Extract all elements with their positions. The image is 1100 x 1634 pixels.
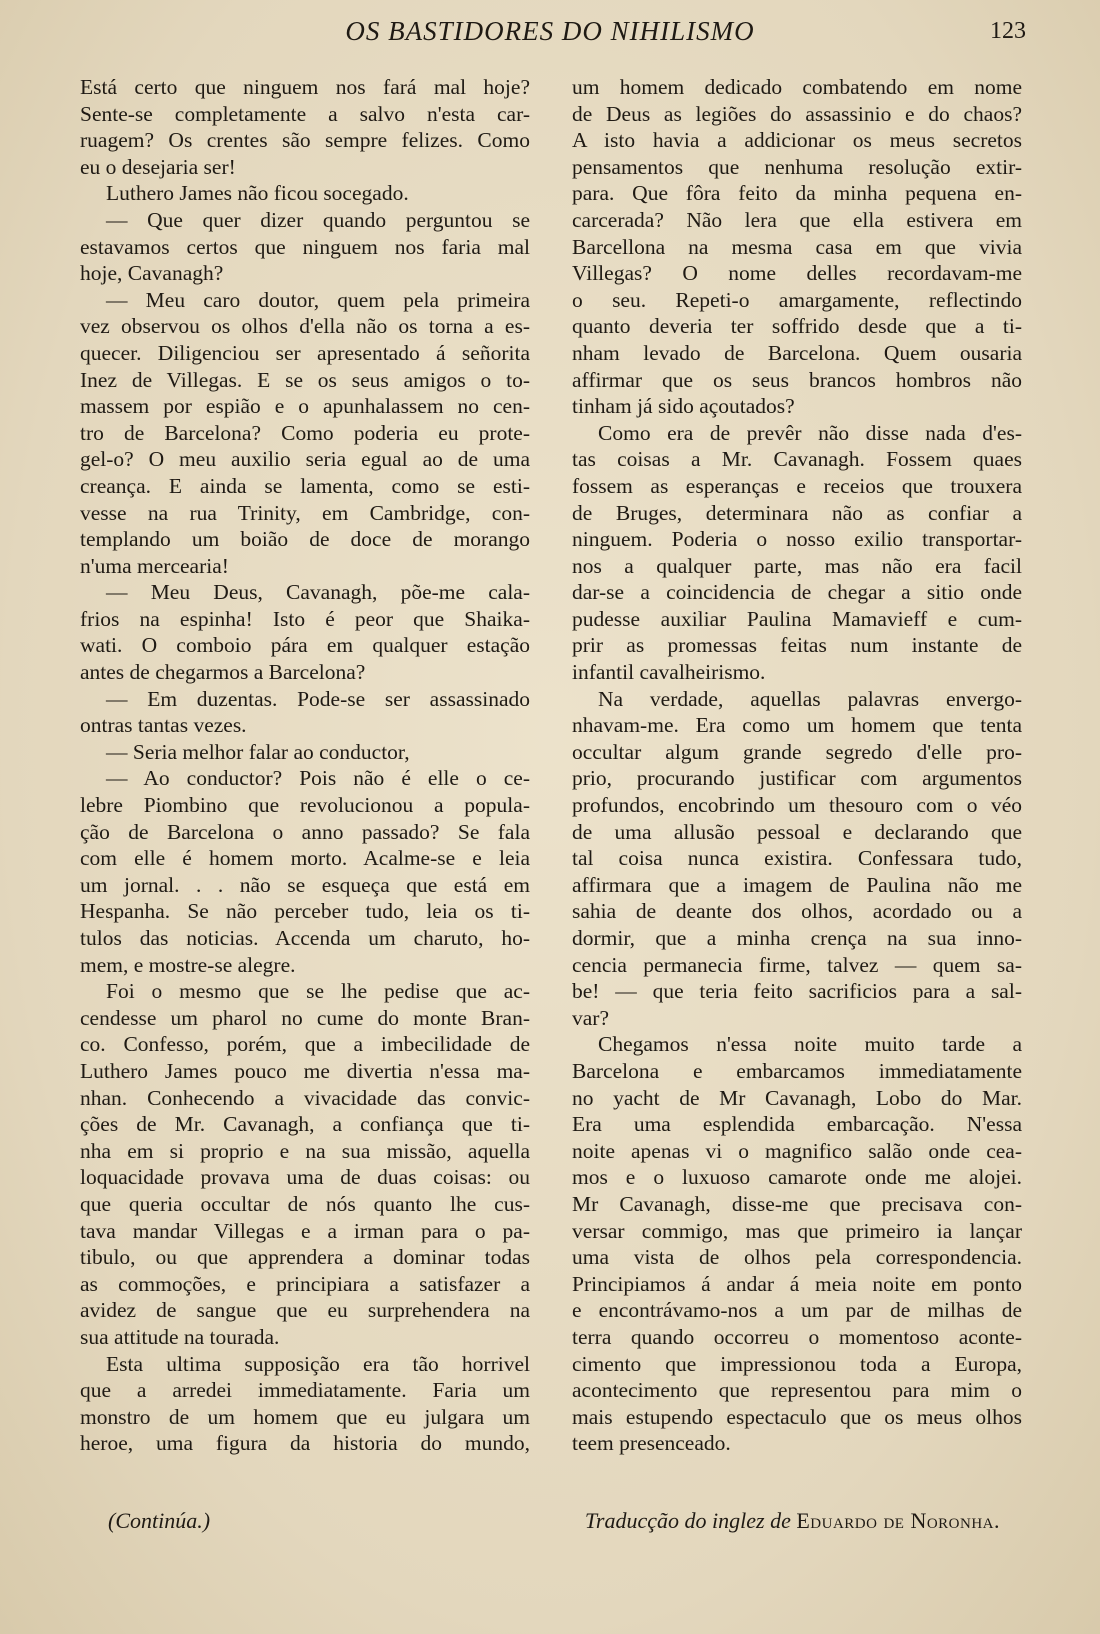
- text-line: nhan. Conhecendo a vivacidade das convic-: [80, 1085, 530, 1110]
- text-line: o seu. Repeti-o amargamente, reflectindo: [572, 287, 1022, 312]
- text-line: occultar algum grande segredo d'elle pro-: [572, 739, 1022, 764]
- text-line: — Meu Deus, Cavanagh, põe-me cala-: [106, 580, 530, 605]
- text-line: Mr Cavanagh, disse-me que precisava con-: [572, 1191, 1022, 1216]
- text-line: Villegas? O nome delles recordavam-me: [572, 261, 1022, 286]
- text-line: de Deus as legiões do assassinio e do chaos?: [572, 101, 1022, 126]
- text-line: estavamos certos que ninguem nos faria mal: [80, 234, 530, 259]
- text-line: Esta ultima supposição era tão horrivel: [106, 1351, 530, 1376]
- text-line: antes de chegarmos a Barcelona?: [80, 660, 366, 685]
- text-line: prir as promessas feitas num instante de: [572, 633, 1022, 658]
- text-line: affirmar que os seus brancos hombros não: [572, 367, 1022, 392]
- text-line: creança. E ainda se lamenta, como se esti-: [80, 473, 530, 498]
- text-line: de uma allusão pessoal e declarando que: [572, 819, 1022, 844]
- text-line: gel-o? O meu auxilio seria egual ao de uma: [80, 447, 530, 472]
- text-line: cendesse um pharol no cume do monte Bran-: [80, 1005, 530, 1030]
- running-title: OS BASTIDORES DO NIHILISMO: [345, 16, 755, 46]
- text-line: um homem dedicado combatendo em nome: [572, 75, 1022, 99]
- text-line: prio, procurando justificar com argumentos: [572, 766, 1022, 791]
- text-line: de Bruges, determinara não as confiar a: [572, 500, 1022, 525]
- text-line: profundos, encobrindo um thesouro com o véo: [572, 793, 1022, 818]
- text-line: um jornal. . . não se esqueça que está em: [80, 872, 530, 897]
- text-line: Hespanha. Se não perceber tudo, leia os ti-: [80, 899, 530, 924]
- text-line: n'uma mercearia!: [80, 553, 229, 578]
- text-line: Luthero James pouco me divertia n'essa ma-: [80, 1058, 530, 1083]
- text-line: para. Que fôra feito da minha pequena en-: [572, 181, 1022, 206]
- page-footer: [0, 1508, 1100, 1544]
- text-line: eu o desejaria ser!: [80, 154, 236, 179]
- text-line: fossem as esperanças e receios que trouxera: [572, 473, 1022, 498]
- text-line: teem presenceado.: [572, 1431, 731, 1456]
- text-line: — Seria melhor falar ao conductor,: [106, 739, 410, 764]
- text-line: hoje, Cavanagh?: [80, 261, 224, 286]
- text-line: mem, e mostre-se alegre.: [80, 952, 296, 977]
- translation-credit: [585, 1508, 1000, 1534]
- text-line: tal coisa nunca existira. Confessara tudo,: [572, 846, 1022, 871]
- text-line: monstro de um homem que eu julgara um: [80, 1404, 530, 1429]
- text-line: Barcelona e embarcamos immediatamente: [572, 1058, 1022, 1083]
- text-line: carcerada? Não lera que ella estivera em: [572, 207, 1022, 232]
- text-line: Sente-se completamente a salvo n'esta car-: [80, 101, 530, 126]
- text-line: com elle é homem morto. Acalme-se e leia: [80, 846, 530, 871]
- text-line: be! — que teria feito sacrificios para a sal-: [572, 979, 1022, 1004]
- text-line: Chegamos n'essa noite muito tarde a: [598, 1032, 1022, 1057]
- text-line: terra quando occorreu o momentoso aconte-: [572, 1324, 1022, 1349]
- text-line: cencia permanecia firme, talvez — quem sa-: [572, 952, 1022, 977]
- text-line: wati. O comboio pára em qualquer estação: [80, 633, 530, 658]
- text-line: ontras tantas vezes.: [80, 713, 247, 738]
- text-line: ninguem. Poderia o nosso exilio transportar-: [572, 527, 1022, 552]
- text-line: mos e o luxuoso camarote onde me alojei.: [572, 1165, 1022, 1190]
- text-line: — Meu caro doutor, quem pela primeira: [106, 287, 530, 312]
- page-number: 123: [990, 18, 1026, 44]
- text-line: ruagem? Os crentes são sempre felizes. Como: [80, 128, 530, 153]
- text-line: — Em duzentas. Pode-se ser assassinado: [106, 686, 530, 711]
- text-line: co. Confesso, porém, que a imbecilidade de: [80, 1032, 530, 1057]
- text-line: tava mandar Villegas e a irman para o pa-: [80, 1218, 530, 1243]
- text-line: pensamentos que nenhuma resolução extir-: [572, 154, 1022, 179]
- text-line: acontecimento que representou para mim o: [572, 1378, 1022, 1403]
- text-line: Barcellona na mesma casa em que vivia: [572, 234, 1022, 259]
- text-line: ção de Barcelona o anno passado? Se fala: [80, 819, 530, 844]
- text-line: Luthero James não ficou socegado.: [106, 181, 409, 206]
- text-line: tulos das noticias. Accenda um charuto, ho-: [80, 926, 530, 950]
- text-line: Está certo que ninguem nos fará mal hoje?: [80, 75, 530, 99]
- text-line: nham levado de Barcelona. Quem ousaria: [572, 340, 1022, 365]
- text-line: infantil cavalheirismo.: [572, 660, 766, 685]
- text-line: tibulo, ou que apprendera a dominar todas: [80, 1245, 530, 1270]
- text-line: loquacidade provava uma de duas coisas: ou: [80, 1165, 530, 1190]
- translation-prefix: Traducção do inglez de: [584, 1508, 791, 1533]
- left-text-column: [80, 74, 530, 1457]
- page-header: [0, 12, 1100, 52]
- right-text-column: [572, 74, 1022, 1457]
- text-line: var?: [572, 1005, 609, 1030]
- text-line: Era uma esplendida embarcação. N'essa: [572, 1112, 1022, 1137]
- text-line: que queria occultar de nós quanto lhe cus-: [80, 1191, 530, 1216]
- text-line: heroe, uma figura da historia do mundo,: [80, 1431, 530, 1456]
- text-line: massem por espião e o apunhalassem no cen-: [80, 394, 530, 419]
- text-line: frios na espinha! Isto é peor que Shaika-: [80, 606, 530, 631]
- text-line: quanto deveria ter soffrido desde que a ti-: [572, 314, 1022, 339]
- text-line: as commoções, e principiara a satisfazer a: [80, 1271, 530, 1296]
- text-line: quecer. Diligenciou ser apresentado á señorita: [80, 340, 530, 365]
- text-line: vez observou os olhos d'ella não os torna a es-: [80, 314, 530, 339]
- text-line: A isto havia a addicionar os meus secretos: [572, 128, 1022, 153]
- text-line: nos a qualquer parte, mas não era facil: [572, 553, 1022, 578]
- text-line: templando um boião de doce de morango: [80, 527, 530, 552]
- continua-note: (Continúa.): [108, 1508, 211, 1533]
- text-line: uma vista de olhos pela correspondencia.: [572, 1245, 1022, 1270]
- text-line: tas coisas a Mr. Cavanagh. Fossem quaes: [572, 447, 1022, 472]
- text-line: versar commigo, mas que primeiro ia lançar: [572, 1218, 1022, 1243]
- text-line: Foi o mesmo que se lhe pedise que ac-: [106, 979, 530, 1004]
- text-line: dormir, que a minha crença na sua inno-: [572, 926, 1022, 950]
- text-line: lebre Piombino que revolucionou a popula-: [80, 793, 530, 818]
- text-line: sahia de deante dos olhos, acordado ou a: [572, 899, 1022, 924]
- text-line: dar-se a coincidencia de chegar a sitio onde: [572, 580, 1022, 605]
- text-line: ções de Mr. Cavanagh, a confiança que ti-: [80, 1112, 530, 1137]
- text-line: affirmara que a imagem de Paulina não me: [572, 872, 1022, 897]
- text-line: tinham já sido açoutados?: [572, 394, 795, 419]
- text-line: Como era de prevêr não disse nada d'es-: [598, 420, 1022, 445]
- text-line: — Ao conductor? Pois não é elle o ce-: [106, 766, 530, 791]
- text-line: sua attitude na tourada.: [80, 1324, 280, 1349]
- text-line: nhavam-me. Era como um homem que tenta: [572, 713, 1022, 738]
- text-line: avidez de sangue que eu surprehendera na: [80, 1298, 530, 1323]
- text-line: cimento que impressionou toda a Europa,: [572, 1351, 1022, 1376]
- text-line: Principiamos á andar á meia noite em ponto: [572, 1271, 1022, 1296]
- text-line: mais estupendo espectaculo que os meus olhos: [572, 1404, 1022, 1429]
- text-line: — Que quer dizer quando perguntou se: [106, 207, 530, 232]
- text-line: tro de Barcelona? Como poderia eu prote-: [80, 420, 530, 445]
- text-line: pudesse auxiliar Paulina Mamavieff e cum-: [572, 606, 1022, 631]
- text-line: nha em si proprio e na sua missão, aquella: [80, 1138, 530, 1163]
- text-line: Inez de Villegas. E se os seus amigos o to-: [80, 367, 530, 392]
- translator-name: Eduardo de Noronha.: [796, 1508, 1000, 1533]
- text-line: que a arredei immediatamente. Faria um: [80, 1378, 530, 1403]
- text-line: e encontrávamo-nos a um par de milhas de: [572, 1298, 1022, 1323]
- text-line: vesse na rua Trinity, em Cambridge, con-: [80, 500, 530, 525]
- text-line: no yacht de Mr Cavanagh, Lobo do Mar.: [572, 1085, 1022, 1110]
- text-line: Na verdade, aquellas palavras envergo-: [598, 686, 1022, 711]
- text-line: noite apenas vi o magnifico salão onde cea-: [572, 1138, 1022, 1163]
